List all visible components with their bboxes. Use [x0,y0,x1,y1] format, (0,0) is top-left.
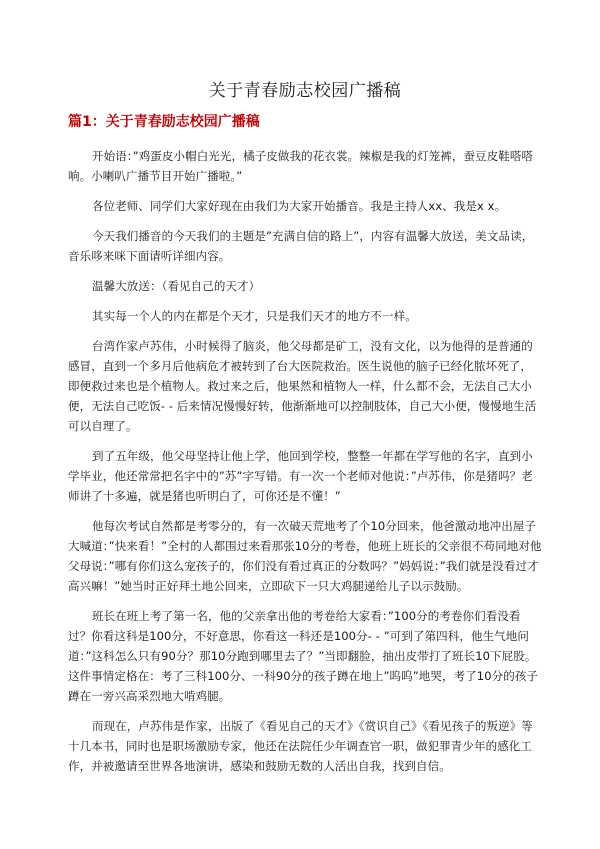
paragraph-story-3: 他每次考试自然都是考零分的，有一次破天荒地考了个10分回来，他爸激动地冲出屋子大喊道：”快来看！”全村的人都围过来看那张10分的考卷，他班上班长的父亲很不苟同地对他父母说：”哪有你们这么宠孩子的，你们没有看过真正的分数吗？”妈妈说：”我们就是没看过才高兴嘛！”她当时正好拜土地公回来，立即砍下一只大鸡腿递给儿子以示鼓励。 [68,519,542,593]
paragraph-story-4: 班长在班上考了第一名，他的父亲拿出他的考卷给大家看：”100分的考卷你们看没看过？你看这科是100分，不好意思，你看这一科还是100分- - ”可到了第四科，他生气地问道：”这科怎么只有90分？那10分跑到哪里去了？”当即翻脸，抽出皮带打了班长10下屁股。这件事情定格在：考了三科100分、一科90分的孩子蹲在地上”呜呜”地哭，考了10分的孩子蹲在一旁兴高采烈地大啃鸡腿。 [68,609,539,703]
paragraph-segment-title: 温馨大放送：（看见自己的天才） [92,279,261,293]
paragraph-story-1: 台湾作家卢苏伟，小时候得了脑炎，他父母都是矿工，没有文化，以为他得的是普通的感冒，直到一个多月后他病危才被转到了台大医院救治。医生说他的脑子已经化脓坏死了，即便救过来也是个植物人。救过来之后，他果然和植物人一样，什么都不会，无法自己大小便，无法自己吃饭- - 后来情况慢慢好转，他渐渐地可以控制肢体，自己大小便，慢慢地生活可以自理了。 [68,339,537,433]
paragraph-theme: 今天我们播音的今天我们的主题是”充满自信的路上”，内容有温馨大放送，美文品读，音乐哆来咪下面请听详细内容。 [68,229,534,263]
paragraph-opening: 开始语：”鸡蛋皮小帽白光光，橘子皮做我的花衣裳。辣椒是我的灯笼裤，蚕豆皮鞋嗒嗒响。小喇叭广播节目开始广播啦。” [68,149,534,183]
paragraph-greeting: 各位老师、同学们大家好现在由我们为大家开始播音。我是主持人xx、我是x x。 [92,199,507,213]
section-heading: 篇1：关于青春励志校园广播稿 [68,114,260,130]
paragraph-story-5: 而现在，卢苏伟是作家，出版了《看见自己的天才》《赏识自己》《看见孩子的叛逆》等十几本书，同时也是职场激励专家，他还在法院任少年调查官一职，做犯罪青少年的感化工作，并被邀请至世界各地演讲，感染和鼓励无数的人活出自我，找到自信。 [68,719,533,773]
paragraph-story-2: 到了五年级，他父母坚持让他上学，他回到学校，整整一年都在学写他的名字，直到小学毕业，他还常常把名字中的”苏”字写错。有一次一个老师对他说：”卢苏伟，你是猪吗？老师讲了十多遍，就是猪也听明白了，可你还是不懂！” [68,449,533,503]
document-title: 关于青春励志校园广播稿 [208,81,402,101]
paragraph-intro: 其实每一个人的内在都是个天才，只是我们天才的地方不一样。 [92,309,417,323]
